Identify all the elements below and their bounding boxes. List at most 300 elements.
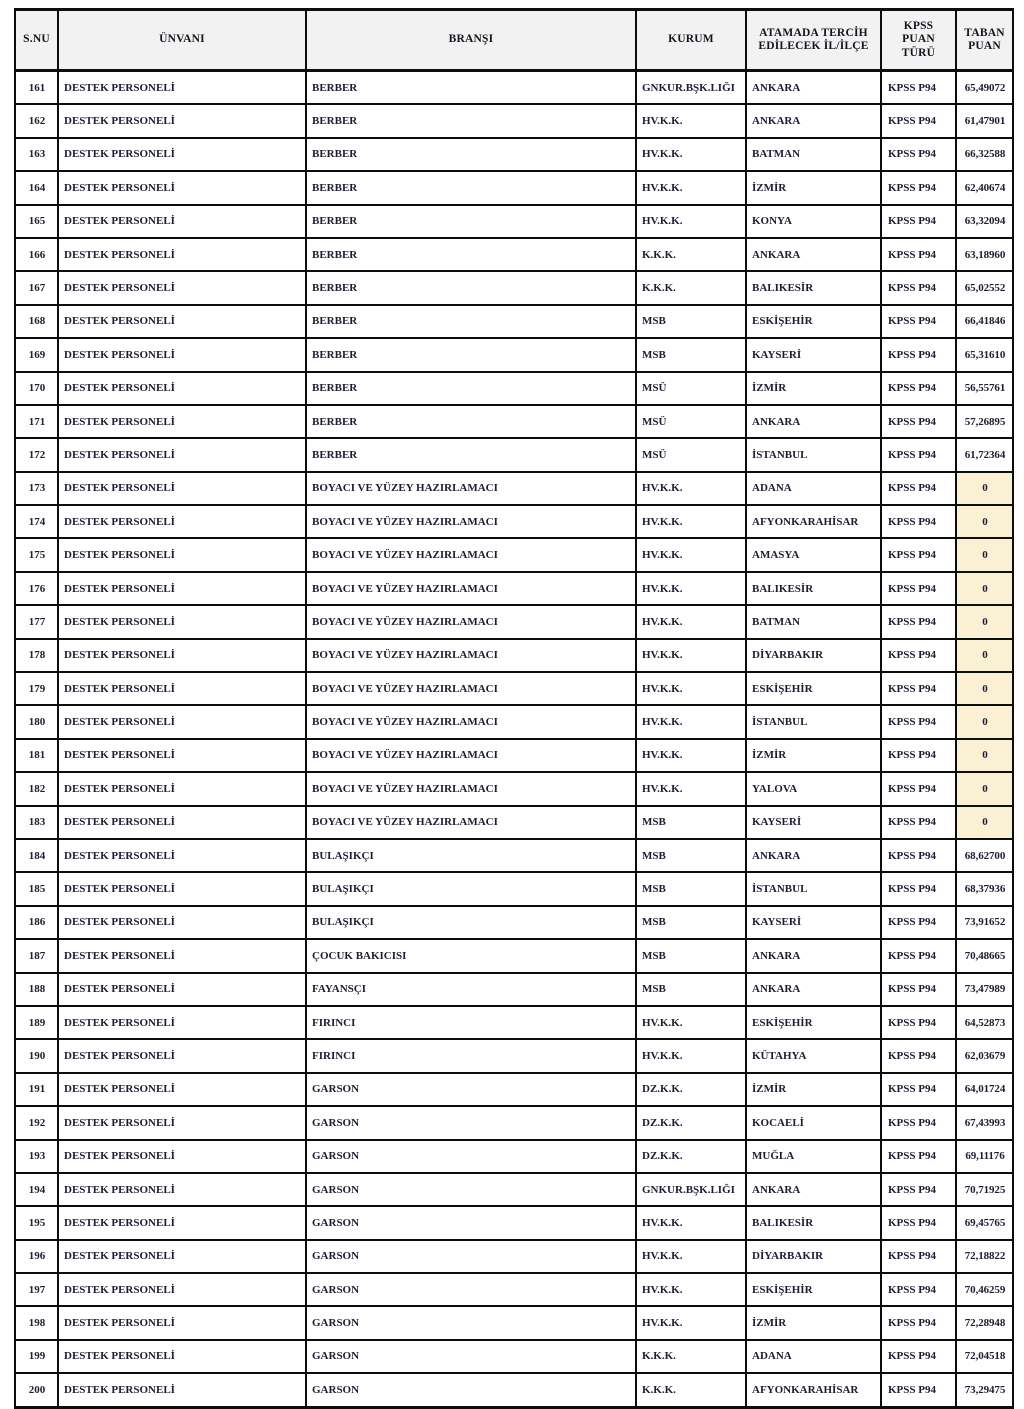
cell-kurum: HV.K.K. — [636, 505, 746, 538]
cell-sn: 194 — [15, 1173, 58, 1206]
cell-brans: FIRINCI — [306, 1039, 636, 1072]
cell-tur: KPSS P94 — [881, 1006, 956, 1039]
cell-il: ADANA — [746, 472, 881, 505]
cell-il: ANKARA — [746, 104, 881, 137]
cell-kurum: MSB — [636, 305, 746, 338]
cell-sn: 187 — [15, 939, 58, 972]
cell-brans: ÇOCUK BAKICISI — [306, 939, 636, 972]
table-row[interactable] — [15, 1006, 1013, 1039]
column-header-puan-line-1: PUAN — [968, 40, 1001, 52]
cell-tur: KPSS P94 — [881, 872, 956, 905]
cell-unvan: DESTEK PERSONELİ — [58, 472, 306, 505]
table-row[interactable] — [15, 472, 1013, 505]
cell-sn: 170 — [15, 372, 58, 405]
cell-kurum: HV.K.K. — [636, 1240, 746, 1273]
cell-kurum: K.K.K. — [636, 271, 746, 304]
cell-unvan: DESTEK PERSONELİ — [58, 739, 306, 772]
cell-puan: 64,52873 — [956, 1006, 1013, 1039]
cell-il: ANKARA — [746, 839, 881, 872]
cell-il: KAYSERİ — [746, 338, 881, 371]
cell-tur: KPSS P94 — [881, 538, 956, 571]
column-header-brans-line-0: BRANŞI — [448, 33, 494, 46]
column-header-il[interactable] — [746, 10, 881, 71]
table-row[interactable] — [15, 1273, 1013, 1306]
table-row[interactable] — [15, 505, 1013, 538]
cell-unvan: DESTEK PERSONELİ — [58, 138, 306, 171]
cell-tur: KPSS P94 — [881, 772, 956, 805]
cell-tur: KPSS P94 — [881, 238, 956, 271]
cell-kurum: GNKUR.BŞK.LIĞI — [636, 71, 746, 105]
table-row[interactable] — [15, 1073, 1013, 1106]
cell-puan: 64,01724 — [956, 1073, 1013, 1106]
table-row[interactable] — [15, 906, 1013, 939]
cell-kurum: HV.K.K. — [636, 772, 746, 805]
table-row[interactable] — [15, 672, 1013, 705]
column-header-il-line-1: EDİLECEK İL/İLÇE — [758, 40, 869, 52]
cell-unvan: DESTEK PERSONELİ — [58, 1073, 306, 1106]
table-header — [15, 10, 1013, 71]
cell-tur: KPSS P94 — [881, 1173, 956, 1206]
cell-brans: BOYACI VE YÜZEY HAZIRLAMACI — [306, 739, 636, 772]
cell-sn: 173 — [15, 472, 58, 505]
cell-tur: KPSS P94 — [881, 438, 956, 471]
cell-il: İSTANBUL — [746, 705, 881, 738]
cell-il: BATMAN — [746, 605, 881, 638]
table-row[interactable] — [15, 605, 1013, 638]
cell-puan: 66,41846 — [956, 305, 1013, 338]
cell-il: ANKARA — [746, 939, 881, 972]
table-row[interactable] — [15, 705, 1013, 738]
table-row[interactable] — [15, 806, 1013, 839]
cell-brans: BOYACI VE YÜZEY HAZIRLAMACI — [306, 705, 636, 738]
cell-il: AFYONKARAHİSAR — [746, 505, 881, 538]
cell-puan: 68,62700 — [956, 839, 1013, 872]
cell-il: KAYSERİ — [746, 906, 881, 939]
cell-tur: KPSS P94 — [881, 1306, 956, 1339]
cell-kurum: MSÜ — [636, 405, 746, 438]
cell-brans: BERBER — [306, 71, 636, 105]
column-header-sn[interactable] — [15, 10, 58, 71]
cell-tur: KPSS P94 — [881, 672, 956, 705]
cell-brans: BERBER — [306, 305, 636, 338]
cell-puan: 70,71925 — [956, 1173, 1013, 1206]
cell-kurum: HV.K.K. — [636, 572, 746, 605]
cell-brans: BERBER — [306, 405, 636, 438]
cell-brans: BERBER — [306, 205, 636, 238]
table-row[interactable] — [15, 138, 1013, 171]
cell-brans: GARSON — [306, 1140, 636, 1173]
table-row[interactable] — [15, 1206, 1013, 1239]
table-row[interactable] — [15, 1039, 1013, 1072]
cell-kurum: MSB — [636, 973, 746, 1006]
cell-puan: 0 — [956, 505, 1013, 538]
cell-sn: 176 — [15, 572, 58, 605]
cell-brans: BOYACI VE YÜZEY HAZIRLAMACI — [306, 672, 636, 705]
cell-puan: 73,29475 — [956, 1373, 1013, 1407]
cell-sn: 172 — [15, 438, 58, 471]
cell-tur: KPSS P94 — [881, 505, 956, 538]
cell-tur: KPSS P94 — [881, 171, 956, 204]
cell-sn: 164 — [15, 171, 58, 204]
table-body — [15, 71, 1013, 1408]
cell-tur: KPSS P94 — [881, 906, 956, 939]
cell-il: BALIKESİR — [746, 271, 881, 304]
column-header-kurum-line-0: KURUM — [668, 33, 714, 46]
table-row[interactable] — [15, 939, 1013, 972]
cell-kurum: HV.K.K. — [636, 205, 746, 238]
cell-il: ANKARA — [746, 71, 881, 105]
column-header-unvan[interactable] — [58, 10, 306, 71]
cell-tur: KPSS P94 — [881, 205, 956, 238]
cell-puan: 70,46259 — [956, 1273, 1013, 1306]
cell-tur: KPSS P94 — [881, 405, 956, 438]
table-row[interactable] — [15, 372, 1013, 405]
cell-tur: KPSS P94 — [881, 472, 956, 505]
cell-unvan: DESTEK PERSONELİ — [58, 806, 306, 839]
cell-tur: KPSS P94 — [881, 806, 956, 839]
cell-puan: 69,45765 — [956, 1206, 1013, 1239]
cell-kurum: HV.K.K. — [636, 605, 746, 638]
cell-brans: BERBER — [306, 338, 636, 371]
cell-il: İSTANBUL — [746, 872, 881, 905]
cell-unvan: DESTEK PERSONELİ — [58, 639, 306, 672]
table-row[interactable] — [15, 1140, 1013, 1173]
cell-unvan: DESTEK PERSONELİ — [58, 772, 306, 805]
cell-unvan: DESTEK PERSONELİ — [58, 906, 306, 939]
column-header-brans[interactable] — [306, 10, 636, 71]
table-row[interactable] — [15, 1306, 1013, 1339]
cell-sn: 181 — [15, 739, 58, 772]
cell-puan: 68,37936 — [956, 872, 1013, 905]
cell-il: BALIKESİR — [746, 1206, 881, 1239]
cell-il: İZMİR — [746, 1073, 881, 1106]
cell-sn: 174 — [15, 505, 58, 538]
cell-kurum: MSB — [636, 839, 746, 872]
cell-sn: 186 — [15, 906, 58, 939]
cell-unvan: DESTEK PERSONELİ — [58, 104, 306, 137]
cell-sn: 182 — [15, 772, 58, 805]
cell-kurum: HV.K.K. — [636, 138, 746, 171]
cell-brans: BULAŞIKÇI — [306, 906, 636, 939]
cell-puan: 0 — [956, 772, 1013, 805]
cell-puan: 56,55761 — [956, 372, 1013, 405]
cell-unvan: DESTEK PERSONELİ — [58, 1173, 306, 1206]
cell-tur: KPSS P94 — [881, 271, 956, 304]
cell-unvan: DESTEK PERSONELİ — [58, 205, 306, 238]
header-row — [15, 10, 1013, 71]
cell-tur: KPSS P94 — [881, 1140, 956, 1173]
cell-tur: KPSS P94 — [881, 104, 956, 137]
cell-kurum: MSB — [636, 939, 746, 972]
cell-unvan: DESTEK PERSONELİ — [58, 1273, 306, 1306]
cell-kurum: MSB — [636, 872, 746, 905]
cell-puan: 69,11176 — [956, 1140, 1013, 1173]
cell-brans: BOYACI VE YÜZEY HAZIRLAMACI — [306, 639, 636, 672]
table-row[interactable] — [15, 639, 1013, 672]
cell-kurum: HV.K.K. — [636, 472, 746, 505]
cell-il: İZMİR — [746, 372, 881, 405]
cell-unvan: DESTEK PERSONELİ — [58, 238, 306, 271]
cell-puan: 66,32588 — [956, 138, 1013, 171]
table-row[interactable] — [15, 104, 1013, 137]
cell-tur: KPSS P94 — [881, 839, 956, 872]
cell-brans: GARSON — [306, 1106, 636, 1139]
cell-kurum: HV.K.K. — [636, 1206, 746, 1239]
cell-il: ESKİŞEHİR — [746, 1006, 881, 1039]
cell-tur: KPSS P94 — [881, 1206, 956, 1239]
cell-il: ESKİŞEHİR — [746, 672, 881, 705]
cell-puan: 61,47901 — [956, 104, 1013, 137]
table-row[interactable] — [15, 271, 1013, 304]
cell-puan: 73,91652 — [956, 906, 1013, 939]
cell-il: YALOVA — [746, 772, 881, 805]
cell-tur: KPSS P94 — [881, 605, 956, 638]
column-header-tur-line-1: PUAN — [902, 33, 935, 46]
cell-sn: 199 — [15, 1340, 58, 1373]
cell-tur: KPSS P94 — [881, 71, 956, 105]
cell-sn: 197 — [15, 1273, 58, 1306]
cell-sn: 179 — [15, 672, 58, 705]
cell-brans: FAYANSÇI — [306, 973, 636, 1006]
cell-brans: BERBER — [306, 238, 636, 271]
table-row[interactable] — [15, 1340, 1013, 1373]
cell-unvan: DESTEK PERSONELİ — [58, 705, 306, 738]
cell-il: ESKİŞEHİR — [746, 1273, 881, 1306]
cell-unvan: DESTEK PERSONELİ — [58, 572, 306, 605]
column-header-puan[interactable] — [956, 10, 1013, 71]
cell-kurum: DZ.K.K. — [636, 1073, 746, 1106]
cell-brans: GARSON — [306, 1306, 636, 1339]
cell-il: DİYARBAKIR — [746, 1240, 881, 1273]
cell-unvan: DESTEK PERSONELİ — [58, 71, 306, 105]
cell-tur: KPSS P94 — [881, 973, 956, 1006]
cell-puan: 0 — [956, 639, 1013, 672]
cell-tur: KPSS P94 — [881, 1340, 956, 1373]
cell-tur: KPSS P94 — [881, 1039, 956, 1072]
cell-kurum: DZ.K.K. — [636, 1106, 746, 1139]
cell-sn: 196 — [15, 1240, 58, 1273]
column-header-unvan-line-0: ÜNVANI — [159, 33, 205, 46]
cell-brans: GARSON — [306, 1073, 636, 1106]
cell-sn: 168 — [15, 305, 58, 338]
cell-brans: BERBER — [306, 271, 636, 304]
cell-il: ANKARA — [746, 405, 881, 438]
cell-brans: GARSON — [306, 1340, 636, 1373]
cell-sn: 175 — [15, 538, 58, 571]
cell-sn: 171 — [15, 405, 58, 438]
cell-il: AFYONKARAHİSAR — [746, 1373, 881, 1407]
cell-sn: 190 — [15, 1039, 58, 1072]
cell-brans: BERBER — [306, 372, 636, 405]
cell-il: ANKARA — [746, 973, 881, 1006]
cell-puan: 73,47989 — [956, 973, 1013, 1006]
cell-unvan: DESTEK PERSONELİ — [58, 1006, 306, 1039]
cell-unvan: DESTEK PERSONELİ — [58, 438, 306, 471]
cell-brans: BOYACI VE YÜZEY HAZIRLAMACI — [306, 806, 636, 839]
cell-puan: 70,48665 — [956, 939, 1013, 972]
table-row[interactable] — [15, 405, 1013, 438]
cell-kurum: HV.K.K. — [636, 705, 746, 738]
cell-puan: 0 — [956, 705, 1013, 738]
column-header-il-line-0: ATAMADA TERCİH — [759, 26, 868, 39]
cell-sn: 189 — [15, 1006, 58, 1039]
cell-brans: BULAŞIKÇI — [306, 839, 636, 872]
cell-unvan: DESTEK PERSONELİ — [58, 1306, 306, 1339]
cell-sn: 185 — [15, 872, 58, 905]
cell-kurum: HV.K.K. — [636, 1006, 746, 1039]
cell-il: MUĞLA — [746, 1140, 881, 1173]
cell-kurum: HV.K.K. — [636, 672, 746, 705]
table-row[interactable] — [15, 171, 1013, 204]
cell-tur: KPSS P94 — [881, 305, 956, 338]
cell-il: İZMİR — [746, 1306, 881, 1339]
table-row[interactable] — [15, 1373, 1013, 1407]
cell-unvan: DESTEK PERSONELİ — [58, 1140, 306, 1173]
cell-kurum: DZ.K.K. — [636, 1140, 746, 1173]
cell-sn: 165 — [15, 205, 58, 238]
cell-il: BALIKESİR — [746, 572, 881, 605]
cell-puan: 0 — [956, 572, 1013, 605]
cell-il: KONYA — [746, 205, 881, 238]
table-row[interactable] — [15, 205, 1013, 238]
table-row[interactable] — [15, 973, 1013, 1006]
column-header-tur[interactable] — [881, 10, 956, 71]
cell-brans: GARSON — [306, 1373, 636, 1407]
cell-puan: 72,04518 — [956, 1340, 1013, 1373]
cell-tur: KPSS P94 — [881, 138, 956, 171]
cell-brans: BOYACI VE YÜZEY HAZIRLAMACI — [306, 505, 636, 538]
cell-unvan: DESTEK PERSONELİ — [58, 505, 306, 538]
cell-tur: KPSS P94 — [881, 1373, 956, 1407]
cell-unvan: DESTEK PERSONELİ — [58, 338, 306, 371]
cell-tur: KPSS P94 — [881, 372, 956, 405]
cell-brans: BERBER — [306, 104, 636, 137]
cell-puan: 65,49072 — [956, 71, 1013, 105]
column-header-puan-line-0: TABAN — [964, 26, 1005, 39]
table-row[interactable] — [15, 872, 1013, 905]
cell-unvan: DESTEK PERSONELİ — [58, 973, 306, 1006]
cell-sn: 198 — [15, 1306, 58, 1339]
cell-sn: 180 — [15, 705, 58, 738]
cell-kurum: MSÜ — [636, 372, 746, 405]
cell-puan: 0 — [956, 739, 1013, 772]
cell-brans: FIRINCI — [306, 1006, 636, 1039]
cell-kurum: HV.K.K. — [636, 739, 746, 772]
column-header-kurum[interactable] — [636, 10, 746, 71]
cell-il: İSTANBUL — [746, 438, 881, 471]
column-header-tur-line-2: TÜRÜ — [901, 46, 936, 59]
table-row[interactable] — [15, 71, 1013, 105]
table-row[interactable] — [15, 739, 1013, 772]
cell-tur: KPSS P94 — [881, 572, 956, 605]
cell-unvan: DESTEK PERSONELİ — [58, 839, 306, 872]
cell-brans: BERBER — [306, 438, 636, 471]
cell-sn: 192 — [15, 1106, 58, 1139]
cell-sn: 191 — [15, 1073, 58, 1106]
cell-sn: 178 — [15, 639, 58, 672]
cell-kurum: K.K.K. — [636, 1373, 746, 1407]
cell-kurum: MSÜ — [636, 438, 746, 471]
cell-unvan: DESTEK PERSONELİ — [58, 271, 306, 304]
table-row[interactable] — [15, 438, 1013, 471]
cell-brans: BERBER — [306, 171, 636, 204]
cell-sn: 161 — [15, 71, 58, 105]
cell-unvan: DESTEK PERSONELİ — [58, 1240, 306, 1273]
cell-il: KAYSERİ — [746, 806, 881, 839]
cell-sn: 183 — [15, 806, 58, 839]
cell-brans: GARSON — [306, 1273, 636, 1306]
cell-unvan: DESTEK PERSONELİ — [58, 405, 306, 438]
cell-unvan: DESTEK PERSONELİ — [58, 1206, 306, 1239]
cell-puan: 65,31610 — [956, 338, 1013, 371]
table-row[interactable] — [15, 1240, 1013, 1273]
cell-unvan: DESTEK PERSONELİ — [58, 605, 306, 638]
cell-unvan: DESTEK PERSONELİ — [58, 538, 306, 571]
cell-unvan: DESTEK PERSONELİ — [58, 1106, 306, 1139]
column-header-tur-line-0: KPSS — [903, 20, 934, 33]
cell-unvan: DESTEK PERSONELİ — [58, 1373, 306, 1407]
cell-sn: 200 — [15, 1373, 58, 1407]
cell-unvan: DESTEK PERSONELİ — [58, 939, 306, 972]
cell-puan: 0 — [956, 672, 1013, 705]
cell-brans: BOYACI VE YÜZEY HAZIRLAMACI — [306, 572, 636, 605]
cell-puan: 67,43993 — [956, 1106, 1013, 1139]
column-header-sn-line-0: S.NU — [23, 33, 50, 46]
cell-kurum: K.K.K. — [636, 1340, 746, 1373]
table-row[interactable] — [15, 772, 1013, 805]
cell-puan: 63,32094 — [956, 205, 1013, 238]
cell-sn: 195 — [15, 1206, 58, 1239]
cell-sn: 193 — [15, 1140, 58, 1173]
table-row[interactable] — [15, 538, 1013, 571]
cell-tur: KPSS P94 — [881, 939, 956, 972]
cell-kurum: K.K.K. — [636, 238, 746, 271]
cell-kurum: MSB — [636, 906, 746, 939]
cell-kurum: HV.K.K. — [636, 171, 746, 204]
cell-brans: GARSON — [306, 1240, 636, 1273]
cell-il: BATMAN — [746, 138, 881, 171]
cell-sn: 162 — [15, 104, 58, 137]
cell-puan: 72,18822 — [956, 1240, 1013, 1273]
table-row[interactable] — [15, 238, 1013, 271]
cell-tur: KPSS P94 — [881, 639, 956, 672]
cell-brans: GARSON — [306, 1173, 636, 1206]
cell-unvan: DESTEK PERSONELİ — [58, 872, 306, 905]
cell-kurum: HV.K.K. — [636, 1039, 746, 1072]
cell-sn: 177 — [15, 605, 58, 638]
cell-brans: BOYACI VE YÜZEY HAZIRLAMACI — [306, 538, 636, 571]
cell-il: ANKARA — [746, 1173, 881, 1206]
cell-tur: KPSS P94 — [881, 739, 956, 772]
cell-brans: GARSON — [306, 1206, 636, 1239]
cell-il: AMASYA — [746, 538, 881, 571]
cell-puan: 57,26895 — [956, 405, 1013, 438]
cell-kurum: HV.K.K. — [636, 538, 746, 571]
cell-sn: 166 — [15, 238, 58, 271]
table-row[interactable] — [15, 305, 1013, 338]
cell-il: İZMİR — [746, 171, 881, 204]
table-row[interactable] — [15, 1106, 1013, 1139]
cell-il: İZMİR — [746, 739, 881, 772]
table-row[interactable] — [15, 839, 1013, 872]
table-row[interactable] — [15, 572, 1013, 605]
table-row[interactable] — [15, 338, 1013, 371]
cell-kurum: HV.K.K. — [636, 639, 746, 672]
cell-il: KOCAELİ — [746, 1106, 881, 1139]
table-row[interactable] — [15, 1173, 1013, 1206]
cell-brans: BOYACI VE YÜZEY HAZIRLAMACI — [306, 772, 636, 805]
cell-unvan: DESTEK PERSONELİ — [58, 672, 306, 705]
